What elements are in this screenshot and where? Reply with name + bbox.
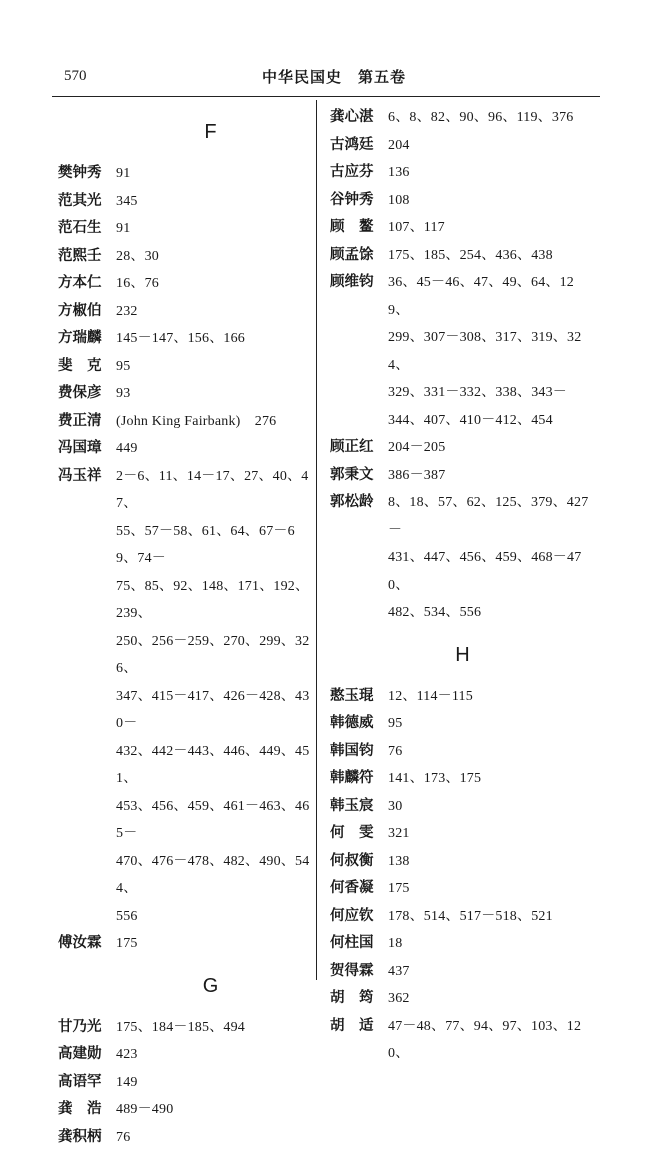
entry-pages: 6、8、82、90、96、119、376 (388, 104, 573, 132)
entry-pages: 47－48、77、94、97、103、120、 (388, 1013, 595, 1068)
entry-pages: 362 (388, 985, 410, 1013)
entry-pages: 8、18、57、62、125、379、427－ 431、447、456、459、468－470、 482、534、556 (388, 489, 595, 627)
index-entry (330, 434, 595, 462)
entry-name: 贺得霖 (330, 958, 388, 986)
entry-pages: 175 (388, 875, 410, 903)
entry-name: 顾维钧 (330, 269, 388, 297)
index-entry (58, 160, 313, 188)
entry-name: 胡 适 (330, 1013, 388, 1041)
entry-pages: 93 (116, 380, 130, 408)
entry-name: 何应钦 (330, 903, 388, 931)
entry-name: 何 雯 (330, 820, 388, 848)
entry-pages: 2－6、11、14－17、27、40、47、 55、57－58、61、64、67－69、74－ 75、85、92、148、171、192、239、 250、256－259、270、299、326、 347、415－417、426－428、430－ 432、442－443、446、449、451、 453、456、459、461－463、465－ 470、476－478、482、490、544、 556 (116, 463, 313, 931)
entry-pages: 178、514、517－518、521 (388, 903, 553, 931)
entry-pages: 138 (388, 848, 410, 876)
index-entry (330, 848, 595, 876)
section-letter-h: H (330, 627, 595, 683)
entry-name: 顾孟馀 (330, 242, 388, 270)
entry-name: 方本仁 (58, 270, 116, 298)
entry-name: 顾 鳌 (330, 214, 388, 242)
entry-name: 方瑞麟 (58, 325, 116, 353)
entry-pages: 321 (388, 820, 410, 848)
index-entry (330, 875, 595, 903)
entry-pages: 95 (388, 710, 402, 738)
entry-pages: 16、76 (116, 270, 159, 298)
entry-pages: 91 (116, 215, 130, 243)
index-entry (330, 269, 595, 434)
entry-pages: 149 (116, 1069, 138, 1097)
entry-pages: 175、185、254、436、438 (388, 242, 553, 270)
entry-pages: 437 (388, 958, 410, 986)
entry-pages: 36、45－46、47、49、64、129、 299、307－308、317、319、324、 329、331－332、338、343－ 344、407、410－412、454 (388, 269, 595, 434)
entry-name: 高建勋 (58, 1041, 116, 1069)
index-entry (58, 380, 313, 408)
entry-pages: 28、30 (116, 243, 159, 271)
index-entry (58, 408, 313, 436)
entry-pages: 175、184－185、494 (116, 1014, 245, 1042)
entry-name: 何香凝 (330, 875, 388, 903)
entry-name: 韩玉宸 (330, 793, 388, 821)
index-entry (330, 214, 595, 242)
index-entry (330, 104, 595, 132)
entry-pages: 449 (116, 435, 138, 463)
right-column (330, 104, 595, 1068)
index-entry (58, 298, 313, 326)
entry-name: 何柱国 (330, 930, 388, 958)
entry-pages: 30 (388, 793, 402, 821)
book-title: 中华民国史 第五卷 (262, 66, 406, 87)
index-entry (58, 243, 313, 271)
entry-name: 甘乃光 (58, 1014, 116, 1042)
entry-pages: 91 (116, 160, 130, 188)
section-letter-f: F (58, 104, 313, 160)
entry-pages: 136 (388, 159, 410, 187)
section-letter-g: G (58, 958, 313, 1014)
index-entry (58, 1069, 313, 1097)
entry-name: 韩国钧 (330, 738, 388, 766)
entry-name: 何叔衡 (330, 848, 388, 876)
index-entry (58, 188, 313, 216)
index-entry (330, 985, 595, 1013)
entry-name: 范其光 (58, 188, 116, 216)
entry-pages: 141、173、175 (388, 765, 481, 793)
entry-name: 范石生 (58, 215, 116, 243)
entry-name: 龚 浩 (58, 1096, 116, 1124)
entry-name: 樊钟秀 (58, 160, 116, 188)
index-entry (330, 242, 595, 270)
entry-pages: 145－147、156、166 (116, 325, 245, 353)
index-entry (58, 1014, 313, 1042)
index-entry (58, 270, 313, 298)
page-number: 570 (64, 68, 87, 85)
index-entry (330, 710, 595, 738)
index-entry (58, 930, 313, 958)
index-entry (58, 1124, 313, 1151)
entry-name: 龚心湛 (330, 104, 388, 132)
index-entry (58, 325, 313, 353)
entry-pages: 108 (388, 187, 410, 215)
index-entry (58, 1041, 313, 1069)
entry-pages: 204－205 (388, 434, 445, 462)
entry-name: 龚积柄 (58, 1124, 116, 1151)
index-entry (58, 463, 313, 931)
entry-name: 胡 筠 (330, 985, 388, 1013)
entry-name: 高语罕 (58, 1069, 116, 1097)
entry-name: 韩德威 (330, 710, 388, 738)
entry-pages: 95 (116, 353, 130, 381)
entry-pages: 12、114－115 (388, 683, 473, 711)
entry-name: 韩麟符 (330, 765, 388, 793)
entry-pages: 489－490 (116, 1096, 173, 1124)
index-entry (58, 1096, 313, 1124)
header-rule (52, 96, 600, 97)
entry-name: 方椒伯 (58, 298, 116, 326)
index-entry (330, 132, 595, 160)
index-entry (330, 489, 595, 627)
entry-name: 冯玉祥 (58, 463, 116, 491)
left-column (58, 104, 313, 1151)
entry-pages: 107、117 (388, 214, 445, 242)
entry-pages: 232 (116, 298, 138, 326)
entry-pages: (John King Fairbank) 276 (116, 408, 276, 436)
index-entry (330, 793, 595, 821)
index-entry (330, 683, 595, 711)
running-header (52, 66, 600, 94)
entry-name: 费保彦 (58, 380, 116, 408)
entry-pages: 386－387 (388, 462, 445, 490)
entry-name: 斐 克 (58, 353, 116, 381)
index-entry (330, 738, 595, 766)
entry-name: 范熙壬 (58, 243, 116, 271)
entry-name: 费正清 (58, 408, 116, 436)
index-entry (58, 215, 313, 243)
column-divider (316, 100, 317, 980)
index-entry (330, 903, 595, 931)
entry-pages: 76 (116, 1124, 130, 1151)
entry-pages: 423 (116, 1041, 138, 1069)
entry-pages: 18 (388, 930, 402, 958)
index-entry (330, 159, 595, 187)
entry-pages: 76 (388, 738, 402, 766)
entry-name: 冯国璋 (58, 435, 116, 463)
entry-name: 古应芬 (330, 159, 388, 187)
index-entry (58, 435, 313, 463)
index-entry (330, 820, 595, 848)
index-entry (330, 187, 595, 215)
entry-name: 傅汝霖 (58, 930, 116, 958)
index-entry (330, 930, 595, 958)
entry-pages: 345 (116, 188, 138, 216)
index-entry (58, 353, 313, 381)
entry-pages: 175 (116, 930, 138, 958)
index-entry (330, 958, 595, 986)
entry-pages: 204 (388, 132, 410, 160)
index-entry (330, 1013, 595, 1068)
entry-name: 郭松龄 (330, 489, 388, 517)
entry-name: 顾正红 (330, 434, 388, 462)
index-entry (330, 462, 595, 490)
index-entry (330, 765, 595, 793)
entry-name: 憨玉琨 (330, 683, 388, 711)
entry-name: 古鸿廷 (330, 132, 388, 160)
entry-name: 谷钟秀 (330, 187, 388, 215)
entry-name: 郭秉文 (330, 462, 388, 490)
